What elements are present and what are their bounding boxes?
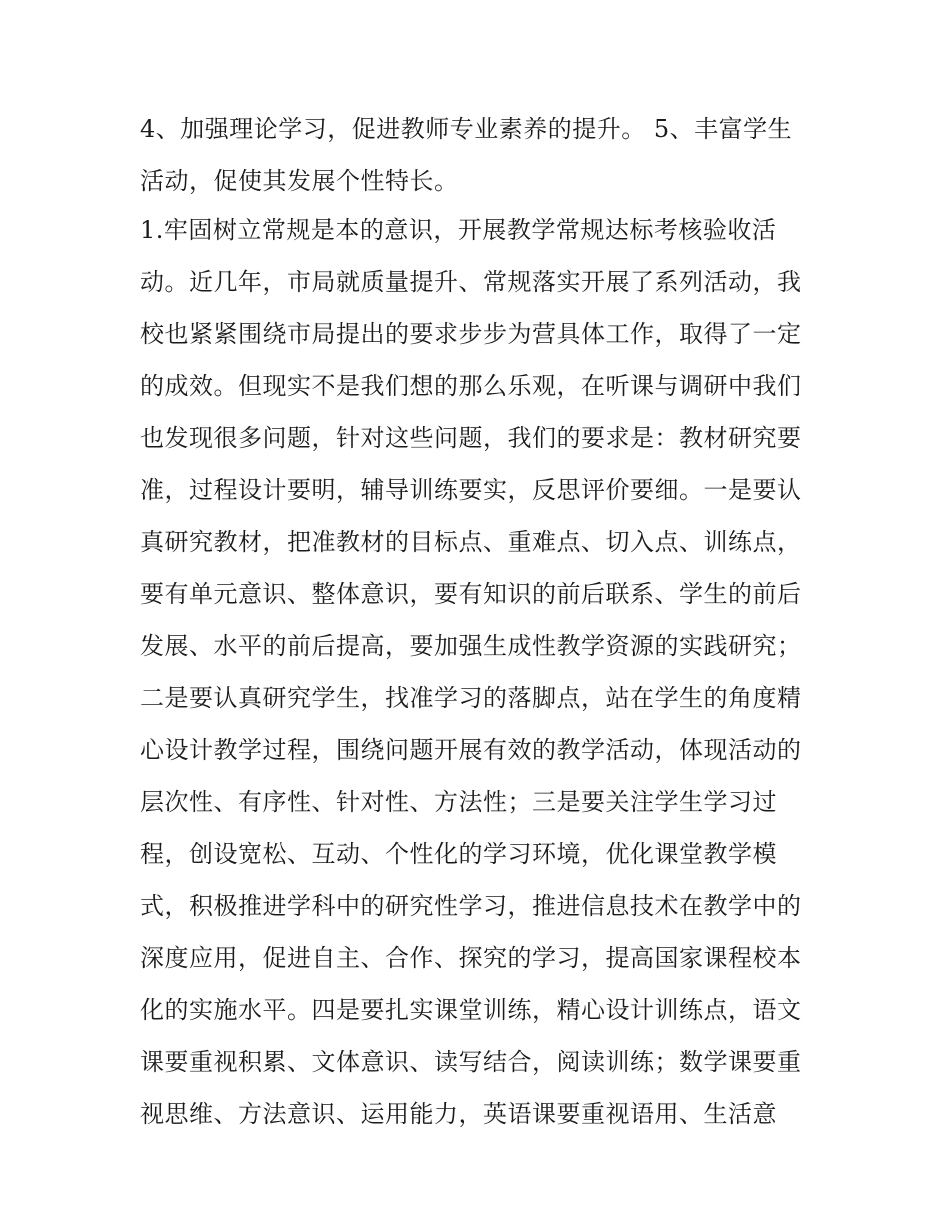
text-line: 视思维、方法意识、运用能力，英语课要重视语用、生活意 <box>140 1100 777 1128</box>
text-line: 化的实施水平。四是要扎实课堂训练，精心设计训练点，语文 <box>140 996 802 1024</box>
text-line: 深度应用，促进自主、合作、探究的学习，提高国家课程校本 <box>140 944 802 972</box>
text-line: 校也紧紧围绕市局提出的要求步步为营具体工作，取得了一定 <box>140 320 802 348</box>
text-line: 动。近几年，市局就质量提升、常规落实开展了系列活动，我 <box>140 268 802 296</box>
text-line: 二是要认真研究学生，找准学习的落脚点，站在学生的角度精 <box>140 684 802 712</box>
text-line: 1.牢固树立常规是本的意识，开展教学常规达标考核验收活 <box>140 216 777 244</box>
text-line: 发展、水平的前后提高，要加强生成性教学资源的实践研究； <box>140 632 802 660</box>
text-line: 也发现很多问题，针对这些问题，我们的要求是：教材研究要 <box>140 424 802 452</box>
text-line: 准，过程设计要明，辅导训练要实，反思评价要细。一是要认 <box>140 476 802 504</box>
text-line: 活动，促使其发展个性特长。 <box>140 167 459 195</box>
text-line: 4、加强理论学习，促进教师专业素养的提升。 5、丰富学生 <box>140 115 793 143</box>
text-line: 层次性、有序性、针对性、方法性；三是要关注学生学习过 <box>140 788 777 816</box>
text-line: 真研究教材，把准教材的目标点、重难点、切入点、训练点， <box>140 528 802 556</box>
paragraph-routine <box>140 204 812 1140</box>
text-line: 课要重视积累、文体意识、读写结合，阅读训练；数学课要重 <box>140 1048 802 1076</box>
text-line: 要有单元意识、整体意识，要有知识的前后联系、学生的前后 <box>140 580 802 608</box>
text-line: 的成效。但现实不是我们想的那么乐观，在听课与调研中我们 <box>140 372 802 400</box>
paragraph-goals <box>140 103 812 207</box>
text-line: 式，积极推进学科中的研究性学习，推进信息技术在教学中的 <box>140 892 802 920</box>
text-line: 程，创设宽松、互动、个性化的学习环境，优化课堂教学模 <box>140 840 777 868</box>
text-line: 心设计教学过程，围绕问题开展有效的教学活动，体现活动的 <box>140 736 802 764</box>
